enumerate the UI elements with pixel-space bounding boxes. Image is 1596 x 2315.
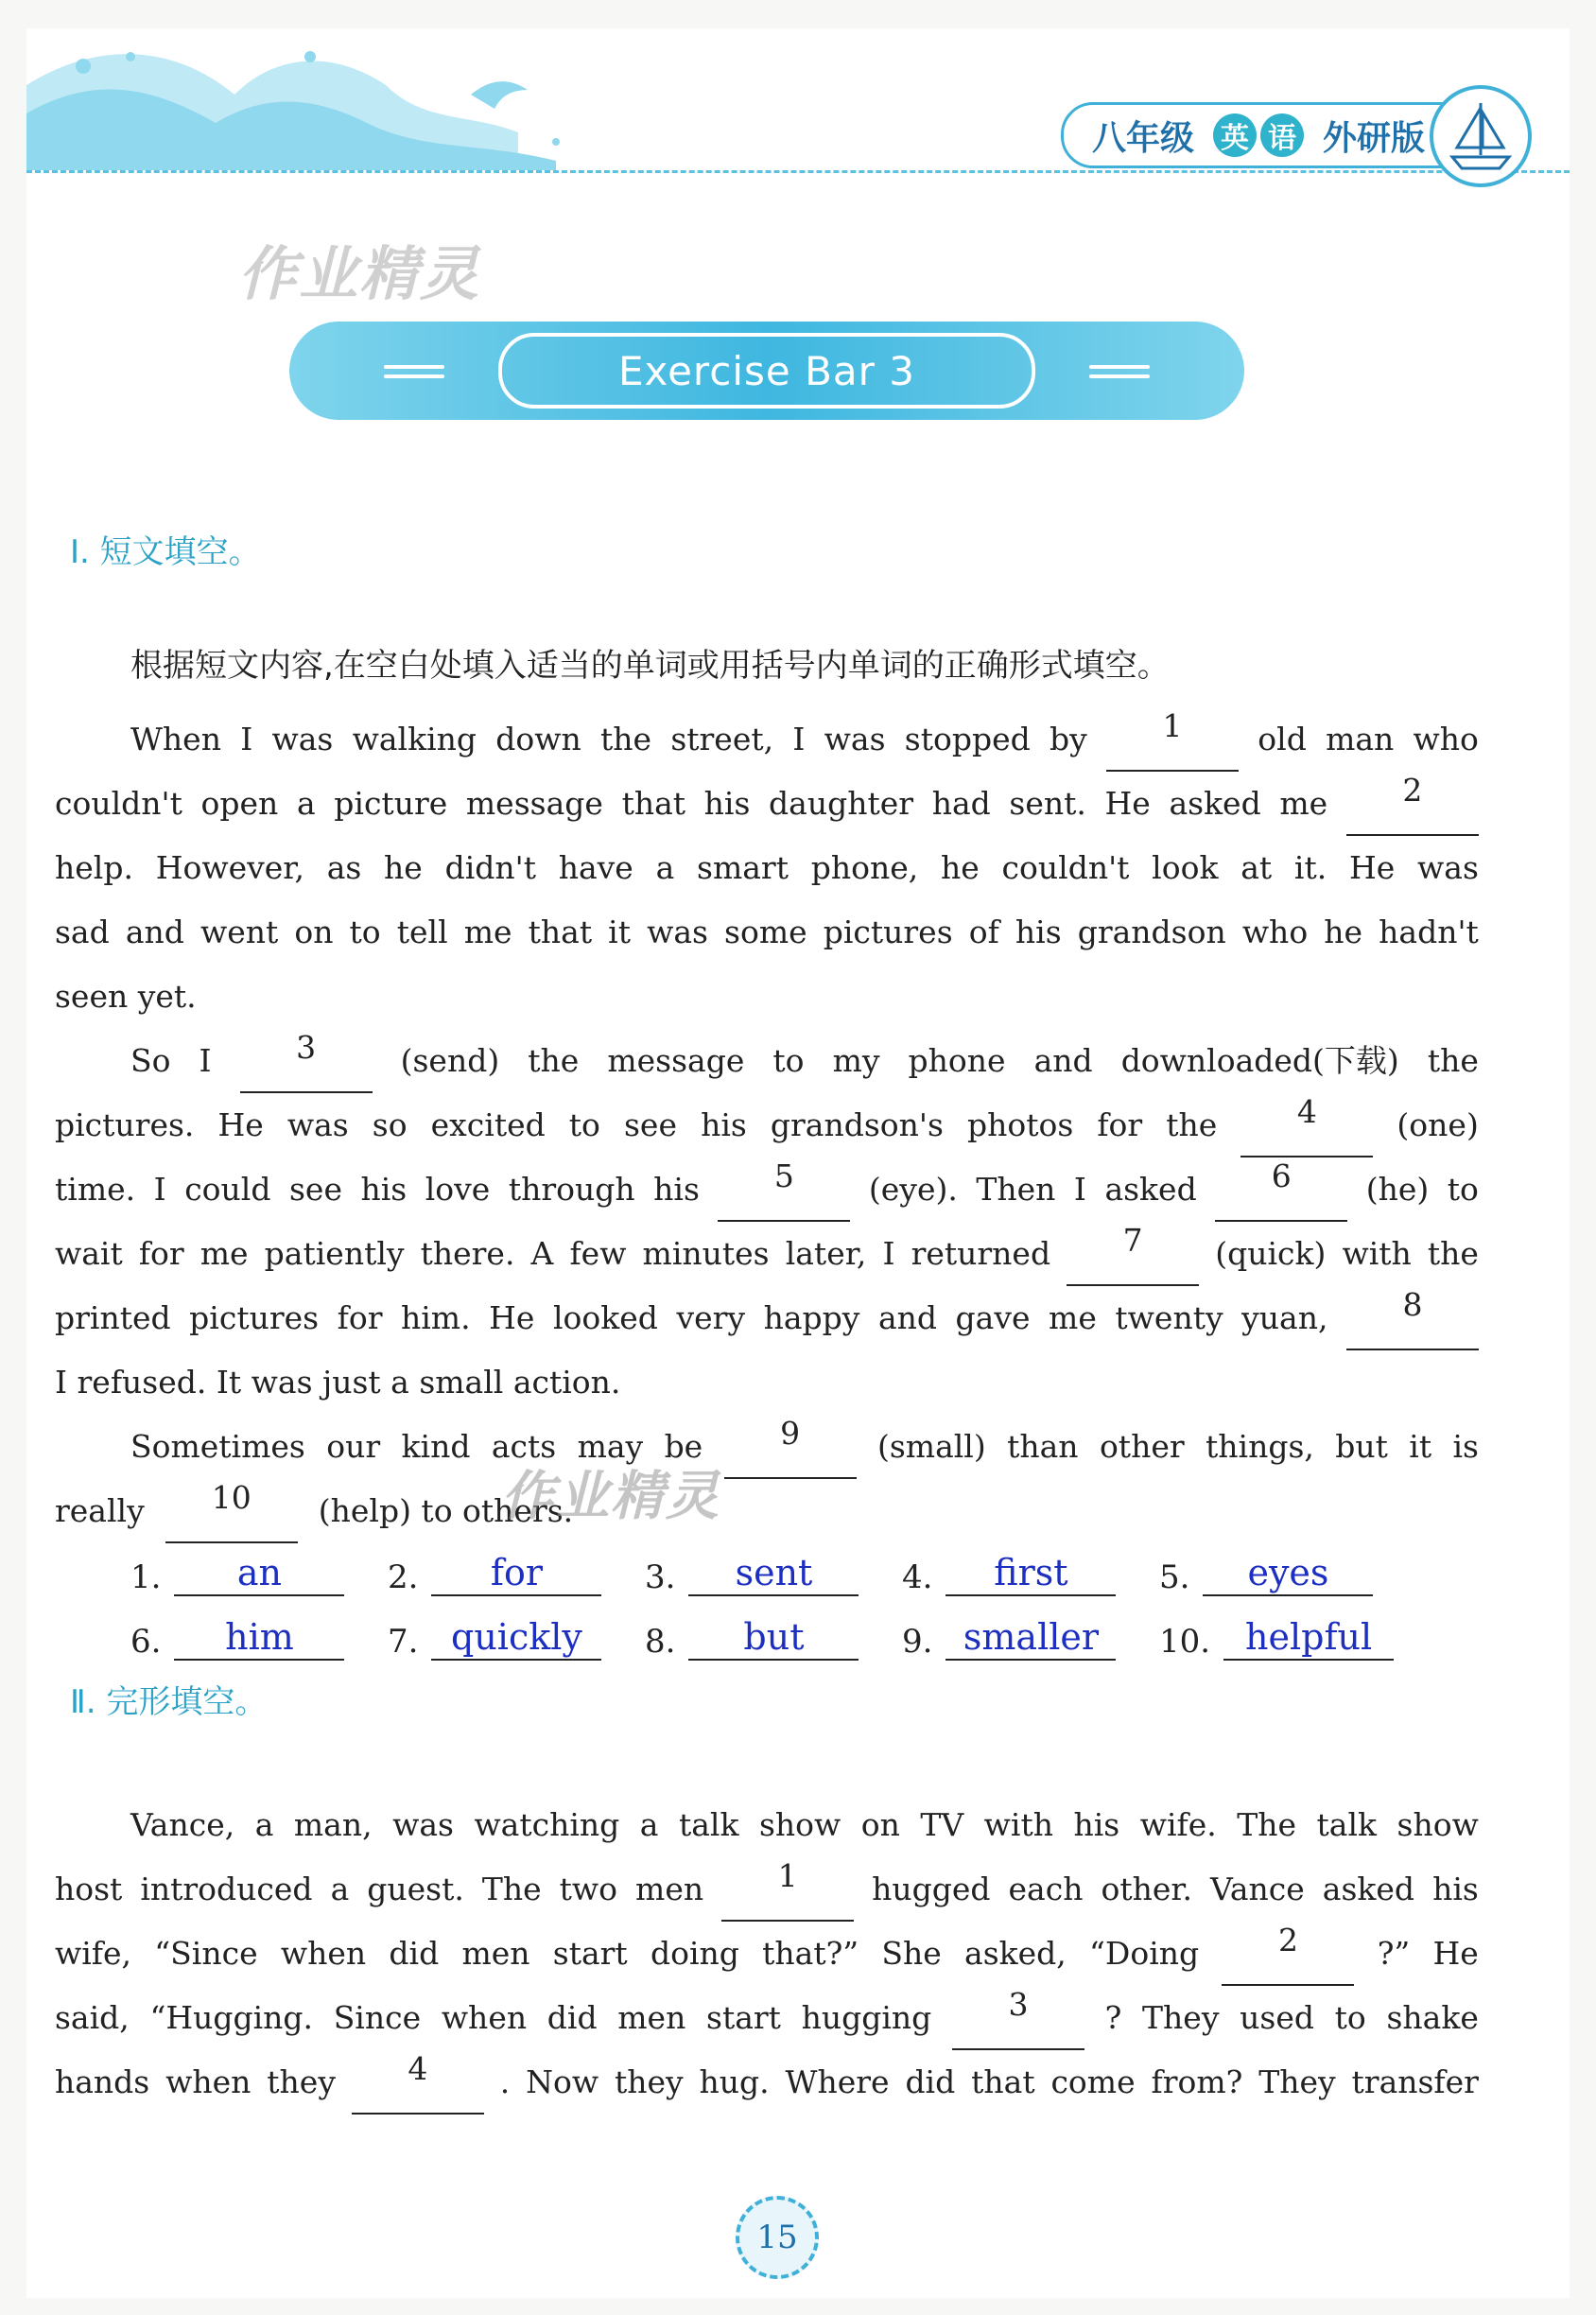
word: me bbox=[200, 1235, 249, 1272]
word: returned bbox=[911, 1235, 1051, 1272]
word: his bbox=[1432, 1871, 1479, 1907]
word: could bbox=[184, 1171, 271, 1208]
word: did bbox=[546, 1999, 598, 2036]
word: He bbox=[489, 1299, 535, 1336]
word: He bbox=[1432, 1935, 1479, 1972]
word: pictures bbox=[823, 914, 953, 950]
answer-value: but bbox=[688, 1615, 859, 1661]
word: I bbox=[199, 1042, 212, 1079]
watermark: 作业精灵 bbox=[238, 239, 481, 308]
word: gave bbox=[955, 1299, 1031, 1336]
word: he bbox=[384, 849, 423, 886]
answer-value: first bbox=[945, 1551, 1116, 1596]
word: is bbox=[1452, 1428, 1479, 1465]
instruction: 根据短文内容,在空白处填入适当的单词或用括号内单词的正确形式填空。 bbox=[130, 647, 1170, 685]
answer-value: for bbox=[431, 1551, 601, 1596]
word: things, bbox=[1206, 1428, 1314, 1465]
sailboat-icon bbox=[1430, 85, 1532, 187]
word: watching bbox=[474, 1806, 620, 1843]
word: used bbox=[1240, 1999, 1314, 2036]
text-line bbox=[55, 1793, 1479, 1857]
word: other bbox=[1099, 1428, 1185, 1465]
answer-key bbox=[130, 1532, 1454, 1661]
word: a bbox=[655, 849, 675, 886]
blank: 3 bbox=[952, 1986, 1084, 2050]
word: but bbox=[1335, 1428, 1388, 1465]
answer-value: smaller bbox=[945, 1615, 1116, 1661]
word: our bbox=[326, 1428, 381, 1465]
word: introduced bbox=[140, 1871, 313, 1907]
text-line bbox=[55, 772, 1479, 836]
word: that?” bbox=[762, 1935, 859, 1972]
word: ? bbox=[1104, 1999, 1122, 2036]
word: that bbox=[971, 2063, 1035, 2100]
passage-1 bbox=[55, 707, 1479, 1543]
word: who bbox=[1241, 914, 1309, 950]
word: my bbox=[832, 1042, 880, 1079]
word: men bbox=[635, 1871, 704, 1907]
answer-item: 4. first bbox=[902, 1551, 1159, 1596]
answer-item: 3. sent bbox=[645, 1551, 902, 1596]
word: very bbox=[676, 1299, 746, 1336]
text-line bbox=[55, 1093, 1479, 1158]
word: that bbox=[621, 785, 686, 822]
text-line bbox=[55, 1415, 1479, 1479]
word: was bbox=[824, 721, 886, 757]
answer-item: 10. helpful bbox=[1159, 1615, 1416, 1661]
word: show bbox=[758, 1806, 841, 1843]
word: walking bbox=[352, 721, 477, 757]
word: So bbox=[130, 1042, 171, 1079]
word: some bbox=[724, 914, 807, 950]
word: The bbox=[481, 1871, 542, 1907]
word: his bbox=[701, 1106, 747, 1143]
grade-label: 八年级 bbox=[1091, 118, 1194, 158]
word: and bbox=[1033, 1042, 1093, 1079]
word: from? bbox=[1151, 2063, 1243, 2100]
word: as bbox=[326, 849, 362, 886]
word: looked bbox=[552, 1299, 658, 1336]
blank: 3 bbox=[240, 1029, 373, 1093]
word: show bbox=[1396, 1806, 1479, 1843]
word: message bbox=[607, 1042, 745, 1079]
word: A bbox=[530, 1235, 554, 1272]
word: couldn't bbox=[55, 785, 182, 822]
word: hands bbox=[55, 2063, 150, 2100]
word: street, bbox=[670, 721, 774, 757]
word: it bbox=[1409, 1428, 1432, 1465]
word: (quick) bbox=[1215, 1235, 1327, 1272]
word: for bbox=[138, 1235, 184, 1272]
word: when bbox=[280, 1935, 367, 1972]
word: He bbox=[1104, 785, 1151, 822]
word: downloaded(下载) bbox=[1120, 1042, 1399, 1079]
word: They bbox=[1142, 1999, 1220, 2036]
text-line bbox=[55, 1158, 1479, 1222]
word: each bbox=[1008, 1871, 1084, 1907]
word: hugged bbox=[872, 1871, 991, 1907]
word: wife, bbox=[55, 1935, 132, 1972]
word: wait bbox=[55, 1235, 123, 1272]
word: his bbox=[1015, 914, 1062, 950]
word: time. bbox=[55, 1171, 136, 1208]
word: his bbox=[1073, 1806, 1120, 1843]
banner-deco-icon bbox=[384, 359, 444, 384]
word: (one) bbox=[1396, 1106, 1479, 1143]
word: they bbox=[614, 2063, 684, 2100]
word: I bbox=[792, 721, 806, 757]
word: see bbox=[624, 1106, 677, 1143]
dolphin-icon bbox=[471, 81, 528, 109]
word: kind bbox=[401, 1428, 471, 1465]
word: me bbox=[1279, 785, 1328, 822]
word: was bbox=[271, 721, 334, 757]
word: tell bbox=[396, 914, 448, 950]
word: to bbox=[568, 1106, 600, 1143]
word: ?” bbox=[1377, 1935, 1411, 1972]
word: However, bbox=[155, 849, 304, 886]
word: on bbox=[860, 1806, 900, 1843]
word: doing bbox=[650, 1935, 739, 1972]
word: me bbox=[1049, 1299, 1097, 1336]
word: old bbox=[1258, 721, 1307, 757]
word: come bbox=[1050, 2063, 1136, 2100]
answer-value: an bbox=[174, 1551, 344, 1596]
word: sent. bbox=[1009, 785, 1086, 822]
word: did bbox=[389, 1935, 440, 1972]
banner-deco-icon bbox=[1089, 359, 1150, 384]
word: asked bbox=[1104, 1171, 1197, 1208]
blank: 10 bbox=[165, 1479, 298, 1543]
word: was bbox=[647, 914, 708, 950]
word: he bbox=[941, 849, 980, 886]
word: him. bbox=[401, 1299, 471, 1336]
word: down bbox=[495, 721, 581, 757]
text-line bbox=[55, 1922, 1479, 1986]
word: a bbox=[254, 1806, 274, 1843]
section-heading: Ⅰ. 短文填空。 bbox=[70, 533, 261, 571]
word: “Doing bbox=[1089, 1935, 1200, 1972]
blank: 8 bbox=[1346, 1286, 1479, 1350]
word: Vance, bbox=[130, 1806, 235, 1843]
word: didn't bbox=[444, 849, 536, 886]
word: the bbox=[1166, 1106, 1218, 1143]
word: help. bbox=[55, 849, 133, 886]
word: said, bbox=[55, 1999, 130, 2036]
word: TV bbox=[920, 1806, 964, 1843]
answer-value: him bbox=[174, 1615, 344, 1661]
word: twenty bbox=[1115, 1299, 1223, 1336]
word: pictures bbox=[189, 1299, 320, 1336]
word: Now bbox=[526, 2063, 599, 2100]
word: transfer bbox=[1351, 2063, 1479, 2100]
word: hugging bbox=[801, 1999, 932, 2036]
word: I bbox=[882, 1235, 895, 1272]
word: message bbox=[465, 785, 603, 822]
blank: 9 bbox=[724, 1415, 857, 1479]
word: hug. bbox=[699, 2063, 770, 2100]
word: later, bbox=[785, 1235, 867, 1272]
word: . bbox=[499, 2063, 511, 2100]
word: grandson's bbox=[770, 1106, 944, 1143]
blank: 4 bbox=[352, 2050, 484, 2115]
word: Vance bbox=[1210, 1871, 1305, 1907]
text-line bbox=[55, 1286, 1479, 1350]
word: at bbox=[1240, 849, 1273, 886]
word: he bbox=[1324, 914, 1363, 950]
word: (he) bbox=[1365, 1171, 1430, 1208]
answer-value: sent bbox=[688, 1551, 859, 1596]
edition-label: 外研版 bbox=[1322, 118, 1425, 158]
word: there. bbox=[420, 1235, 515, 1272]
word: see bbox=[288, 1171, 342, 1208]
word: a bbox=[639, 1806, 659, 1843]
word: love bbox=[425, 1171, 491, 1208]
word: The bbox=[1237, 1806, 1297, 1843]
word: open bbox=[200, 785, 279, 822]
subject-label bbox=[1213, 113, 1304, 157]
word: who bbox=[1413, 721, 1479, 757]
word: had bbox=[931, 785, 991, 822]
word: than bbox=[1007, 1428, 1079, 1465]
word: look bbox=[1152, 849, 1219, 886]
word: was bbox=[286, 1106, 349, 1143]
word: Since bbox=[333, 1999, 422, 2036]
word: sad bbox=[55, 914, 110, 950]
word: He bbox=[1348, 849, 1396, 886]
subject-char: 英 bbox=[1213, 113, 1257, 157]
word: the bbox=[528, 1042, 580, 1079]
word: by bbox=[1049, 721, 1087, 757]
text-line bbox=[55, 836, 1479, 900]
word: “Hugging. bbox=[149, 1999, 314, 2036]
word: pictures. bbox=[55, 1106, 195, 1143]
word: stopped bbox=[904, 721, 1031, 757]
word: yuan, bbox=[1241, 1299, 1328, 1336]
answer-item: 5. eyes bbox=[1159, 1551, 1416, 1596]
word: printed bbox=[55, 1299, 171, 1336]
banner-title: Exercise Bar 3 bbox=[498, 333, 1035, 409]
word: it bbox=[608, 914, 631, 950]
word: man bbox=[1326, 721, 1395, 757]
exercise-banner bbox=[289, 322, 1244, 420]
word: the bbox=[1427, 1235, 1479, 1272]
text-line bbox=[55, 707, 1479, 772]
word: Sometimes bbox=[130, 1428, 305, 1465]
text-line bbox=[55, 1222, 1479, 1286]
word: Then bbox=[976, 1171, 1056, 1208]
blank: 6 bbox=[1215, 1158, 1347, 1222]
word: photos bbox=[966, 1106, 1074, 1143]
blank: 1 bbox=[1106, 707, 1239, 772]
word: his bbox=[360, 1171, 408, 1208]
section-heading: Ⅱ. 完形填空。 bbox=[70, 1683, 268, 1721]
word: so bbox=[372, 1106, 408, 1143]
answer-value: quickly bbox=[431, 1615, 601, 1661]
word: (eye). bbox=[868, 1171, 958, 1208]
text-line bbox=[55, 900, 1479, 965]
word: excited bbox=[430, 1106, 546, 1143]
word: (send) bbox=[400, 1042, 500, 1079]
word: hadn't bbox=[1379, 914, 1479, 950]
text-line: seen yet. bbox=[55, 978, 197, 1015]
blank: 5 bbox=[718, 1158, 850, 1222]
page-number: 15 bbox=[736, 2196, 819, 2279]
blank: 1 bbox=[721, 1857, 854, 1922]
word: grandson bbox=[1077, 914, 1226, 950]
word: wife. bbox=[1139, 1806, 1217, 1843]
word: asked bbox=[1169, 785, 1261, 822]
word: when bbox=[165, 2063, 252, 2100]
word: guest. bbox=[367, 1871, 464, 1907]
word: asked bbox=[1322, 1871, 1415, 1907]
word: of bbox=[968, 914, 999, 950]
word: couldn't bbox=[1001, 849, 1130, 886]
word: She bbox=[881, 1935, 942, 1972]
word: Where bbox=[785, 2063, 890, 2100]
blank: 2 bbox=[1222, 1922, 1354, 1986]
answer-item: 6. him bbox=[130, 1615, 388, 1661]
answer-item: 2. for bbox=[388, 1551, 645, 1596]
word: minutes bbox=[642, 1235, 770, 1272]
answer-item: 9. smaller bbox=[902, 1615, 1159, 1661]
blank: 2 bbox=[1346, 772, 1479, 836]
word: with bbox=[1342, 1235, 1412, 1272]
word: other. bbox=[1101, 1871, 1193, 1907]
word: his bbox=[703, 785, 751, 822]
word: when bbox=[441, 1999, 528, 2036]
word: start bbox=[706, 1999, 781, 2036]
word: He bbox=[217, 1106, 264, 1143]
word: through bbox=[508, 1171, 635, 1208]
word: few bbox=[569, 1235, 627, 1272]
word: start bbox=[552, 1935, 628, 1972]
word: happy bbox=[763, 1299, 860, 1336]
word: “Since bbox=[154, 1935, 258, 1972]
word: men bbox=[461, 1935, 530, 1972]
word: went bbox=[200, 914, 279, 950]
word: me bbox=[463, 914, 512, 950]
word: smart bbox=[697, 849, 789, 886]
answer-item: 1. an bbox=[130, 1551, 388, 1596]
word: talk bbox=[1316, 1806, 1378, 1843]
word: to bbox=[1334, 1999, 1366, 2036]
word: with bbox=[983, 1806, 1053, 1843]
word: patiently bbox=[264, 1235, 405, 1272]
word: his bbox=[653, 1171, 700, 1208]
word: phone, bbox=[810, 849, 919, 886]
watermark: 作业精灵 bbox=[501, 1466, 720, 1527]
word: two bbox=[559, 1871, 618, 1907]
word: for bbox=[1097, 1106, 1143, 1143]
word: asked, bbox=[964, 1935, 1067, 1972]
word: that bbox=[528, 914, 593, 950]
word: and bbox=[877, 1299, 937, 1336]
word: may bbox=[577, 1428, 644, 1465]
word: daughter bbox=[769, 785, 914, 822]
text-line bbox=[55, 1986, 1479, 2050]
answer-row bbox=[130, 1596, 1454, 1661]
word: man, bbox=[293, 1806, 373, 1843]
word: did bbox=[905, 2063, 956, 2100]
word: to bbox=[772, 1042, 805, 1079]
word: I bbox=[240, 721, 253, 757]
word: When bbox=[130, 721, 221, 757]
word: the bbox=[1427, 1042, 1479, 1079]
word: they bbox=[267, 2063, 336, 2100]
word: picture bbox=[334, 785, 448, 822]
word: and bbox=[125, 914, 184, 950]
blank: 4 bbox=[1240, 1093, 1373, 1158]
word: on bbox=[294, 914, 334, 950]
text-line: really 10 (help) to others. bbox=[55, 1479, 1479, 1543]
text-line: I refused. It was just a small action. bbox=[55, 1364, 621, 1401]
word: I bbox=[153, 1171, 166, 1208]
word: the bbox=[600, 721, 652, 757]
word: was bbox=[1417, 849, 1479, 886]
word: was bbox=[392, 1806, 454, 1843]
text-line bbox=[55, 2050, 1479, 2115]
answer-value: eyes bbox=[1203, 1551, 1373, 1596]
blank: 7 bbox=[1067, 1222, 1199, 1286]
subject-char: 语 bbox=[1260, 113, 1304, 157]
word: acts bbox=[491, 1428, 557, 1465]
header-divider bbox=[26, 170, 1570, 173]
word: phone bbox=[908, 1042, 1006, 1079]
passage-2 bbox=[55, 1793, 1479, 2115]
word: a bbox=[330, 1871, 350, 1907]
word: a bbox=[296, 785, 316, 822]
word: I bbox=[1073, 1171, 1086, 1208]
answer-row bbox=[130, 1532, 1454, 1596]
text-line bbox=[55, 1029, 1479, 1093]
word: be bbox=[664, 1428, 703, 1465]
answer-value: helpful bbox=[1223, 1615, 1394, 1661]
answer-item: 7. quickly bbox=[388, 1615, 645, 1661]
word: talk bbox=[678, 1806, 739, 1843]
word: it. bbox=[1293, 849, 1327, 886]
text-line bbox=[55, 1857, 1479, 1922]
word: shake bbox=[1386, 1999, 1479, 2036]
word: They bbox=[1258, 2063, 1336, 2100]
word: (small) bbox=[876, 1428, 986, 1465]
word: have bbox=[558, 849, 633, 886]
word: men bbox=[617, 1999, 686, 2036]
answer-item: 8. but bbox=[645, 1615, 902, 1661]
word: to bbox=[1447, 1171, 1479, 1208]
word: for bbox=[337, 1299, 383, 1336]
word: to bbox=[349, 914, 381, 950]
word: host bbox=[55, 1871, 123, 1907]
